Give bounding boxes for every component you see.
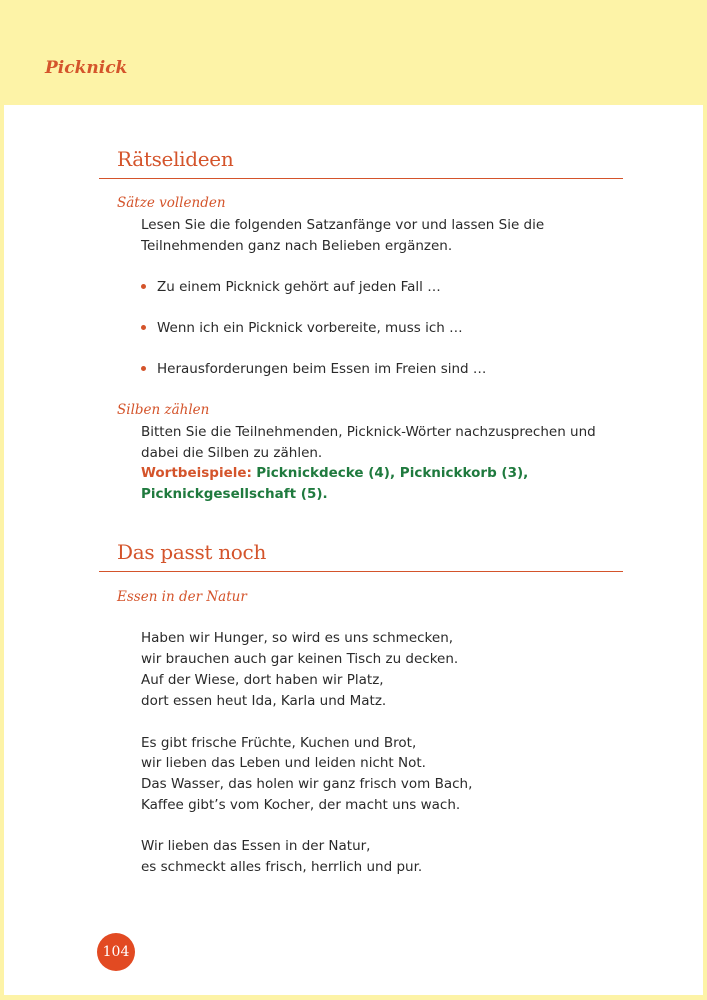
list-item: Wenn ich ein Picknick vorbereite, muss ich … — [141, 318, 463, 338]
poem-line: Haben wir Hunger, so wird es uns schmecken, — [141, 630, 454, 646]
poem-line: Kaffee gibt’s vom Kocher, der macht uns wach. — [141, 797, 461, 813]
list-item: Zu einem Picknick gehört auf jeden Fall … — [141, 277, 441, 297]
bullet-icon — [141, 325, 146, 330]
poem-line: Wir lieben das Essen in der Natur, — [141, 838, 371, 854]
examples-label: Wortbeispiele: — [141, 465, 252, 482]
examples-words: Picknickdecke (4), Picknickkorb (3), Picknickgesellschaft (5). — [141, 465, 529, 503]
poem-line: Auf der Wiese, dort haben wir Platz, — [141, 672, 384, 688]
section-divider — [99, 571, 623, 572]
instruction-paragraph: Bitten Sie die Teilnehmenden, Picknick-Wörter nachzusprechen und dabei die Silben zu zählen. Wortbeispiele: Picknickdecke (4), Picknickkorb (3), Picknickgesellschaft (5). — [141, 424, 596, 503]
page-number-badge: 104 — [97, 933, 135, 971]
intro-paragraph: Lesen Sie die folgenden Satzanfänge vor und lassen Sie die Teilnehmenden ganz nach Belieben ergänzen. — [141, 217, 545, 254]
section-divider — [99, 178, 623, 179]
subsection-title-essen-in-der-natur: Essen in der Natur — [117, 589, 247, 605]
bullet-icon — [141, 284, 146, 289]
poem-line: es schmeckt alles frisch, herrlich und pur. — [141, 859, 423, 875]
subsection-title-silben-zaehlen: Silben zählen — [117, 402, 210, 418]
poem-line: dort essen heut Ida, Karla und Matz. — [141, 693, 387, 709]
bullet-icon — [141, 366, 146, 371]
chapter-title: Picknick — [45, 58, 128, 78]
list-item: Herausforderungen beim Essen im Freien sind … — [141, 359, 486, 379]
poem-line: wir lieben das Leben und leiden nicht Not. — [141, 755, 426, 771]
section-title-raetselideen: Rätselideen — [117, 147, 234, 171]
poem-line: Es gibt frische Früchte, Kuchen und Brot, — [141, 735, 417, 751]
poem-line: Das Wasser, das holen wir ganz frisch vom Bach, — [141, 776, 473, 792]
poem-line: wir brauchen auch gar keinen Tisch zu decken. — [141, 651, 459, 667]
section-title-das-passt-noch: Das passt noch — [117, 540, 267, 564]
subsection-title-saetze-vollenden: Sätze vollenden — [117, 195, 226, 211]
